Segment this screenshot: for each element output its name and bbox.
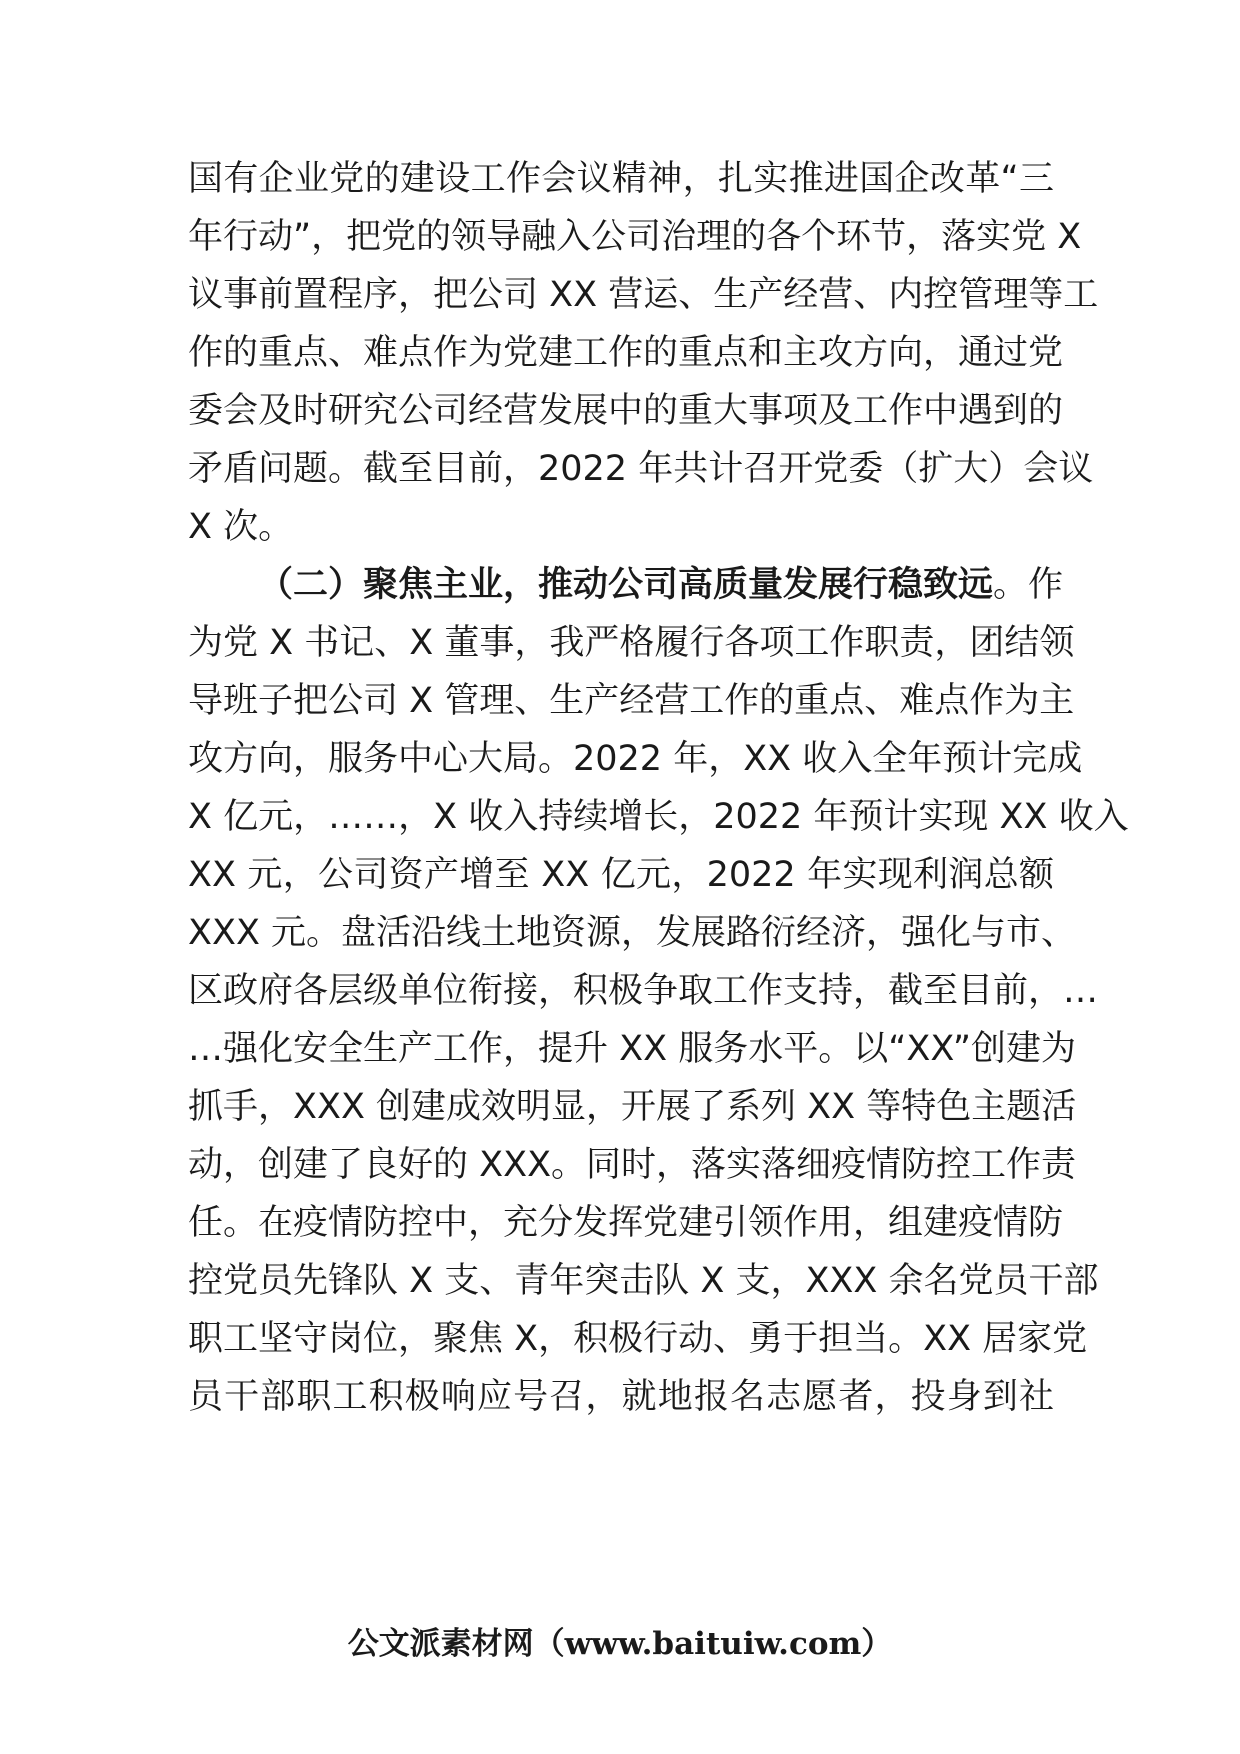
paragraph-line: XX 元，公司资产增至 XX 亿元，2022 年实现利润总额 — [188, 855, 1054, 895]
paragraph-line: 国有企业党的建设工作会议精神，扎实推进国企改革“三 — [188, 159, 1054, 199]
paragraph-line: 年行动”，把党的领导融入公司治理的各个环节，落实党 X — [188, 217, 1082, 257]
paragraph-line: 职工坚守岗位，聚焦 X，积极行动、勇于担当。XX 居家党 — [188, 1319, 1088, 1359]
paragraph-line: 控党员先锋队 X 支、青年突击队 X 支，XXX 余名党员干部 — [188, 1261, 1099, 1301]
paragraph-line: 抓手，XXX 创建成效明显，开展了系列 XX 等特色主题活 — [188, 1087, 1077, 1127]
paragraph-line: 矛盾问题。截至目前，2022 年共计召开党委（扩大）会议 — [188, 449, 1094, 489]
paragraph-line: 议事前置程序，把公司 XX 营运、生产经营、内控管理等工 — [188, 275, 1099, 315]
paragraph-line: …强化安全生产工作，提升 XX 服务水平。以“XX”创建为 — [188, 1029, 1077, 1069]
paragraph-line: XXX 元。盘活沿线土地资源，发展路衍经济，强化与市、 — [188, 913, 1077, 953]
paragraph-line: 导班子把公司 X 管理、生产经营工作的重点、难点作为主 — [188, 681, 1075, 721]
paragraph-line: 任。在疫情防控中，充分发挥党建引领作用，组建疫情防 — [188, 1203, 1064, 1243]
paragraph-line: 作的重点、难点作为党建工作的重点和主攻方向，通过党 — [188, 333, 1064, 373]
footer-source: 公文派素材网（www.baituiw.com） — [347, 1626, 893, 1662]
paragraph-line: 为党 X 书记、X 董事，我严格履行各项工作职责，团结领 — [188, 623, 1075, 663]
paragraph-line: X 亿元，……，X 收入持续增长，2022 年预计实现 XX 收入 — [188, 797, 1129, 837]
section-heading-tail: 。作 — [993, 565, 1064, 605]
section-first-line — [188, 552, 1064, 618]
paragraph-line: 委会及时研究公司经营发展中的重大事项及工作中遇到的 — [188, 391, 1064, 431]
paragraph-line: 动，创建了良好的 XXX。同时，落实落细疫情防控工作责 — [188, 1145, 1077, 1185]
paragraph-line: 攻方向，服务中心大局。2022 年，XX 收入全年预计完成 — [188, 739, 1083, 779]
paragraph-line: 员干部职工积极响应号召，就地报名志愿者，投身到社 — [188, 1377, 1054, 1417]
section-heading: （二）聚焦主业，推动公司高质量发展行稳致远 — [258, 565, 994, 605]
paragraph-line: 区政府各层级单位衔接，积极争取工作支持，截至目前，… — [188, 971, 1099, 1011]
paragraph-line: X 次。 — [188, 507, 294, 547]
